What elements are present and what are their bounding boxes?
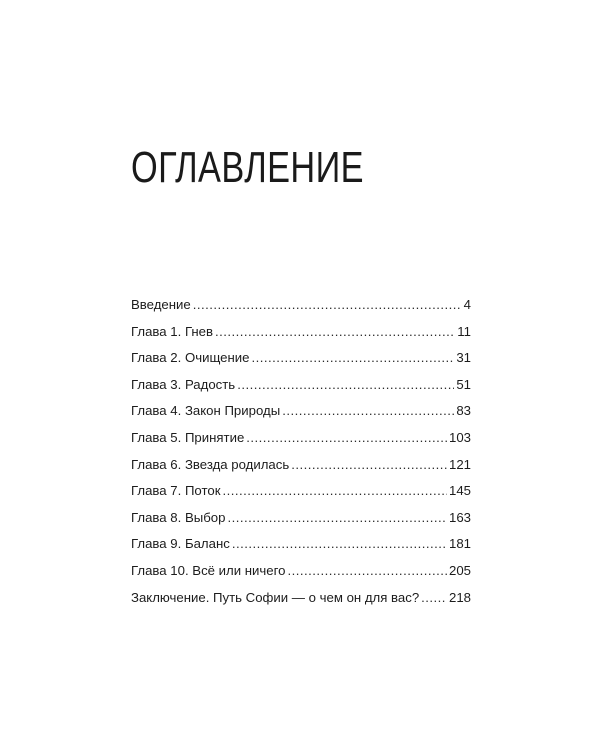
toc-entry[interactable]	[131, 425, 471, 452]
dot-leader	[237, 372, 454, 399]
toc-entry-title: Глава 4. Закон Природы	[131, 403, 281, 419]
toc-entry[interactable]	[131, 345, 471, 372]
toc-entry-page: 181	[448, 536, 471, 552]
toc-entry-page: 4	[463, 297, 471, 312]
toc-entry[interactable]	[131, 319, 471, 346]
dot-leader	[282, 398, 454, 425]
dot-leader	[246, 425, 447, 452]
toc-entry[interactable]	[131, 452, 471, 479]
dot-leader	[291, 452, 447, 479]
toc-entry[interactable]	[131, 558, 471, 585]
toc-entry[interactable]	[131, 531, 471, 558]
toc-entry-title: Глава 10. Всё или ничего	[131, 562, 286, 578]
toc-entry[interactable]	[131, 398, 471, 425]
dot-leader	[215, 319, 455, 346]
toc-entry-title: Глава 5. Принятие	[131, 429, 245, 445]
toc-entry-page: 218	[448, 589, 471, 605]
toc-entry-title: Заключение. Путь Софии — о чем он для вас?	[131, 589, 420, 605]
toc-entry-page: 121	[448, 456, 471, 472]
dot-leader	[232, 531, 447, 558]
toc-entry-page: 103	[448, 429, 471, 445]
toc-entry-page: 51	[456, 376, 471, 392]
table-of-contents	[131, 292, 471, 611]
toc-entry-title: Глава 7. Поток	[131, 483, 221, 499]
dot-leader	[222, 478, 447, 505]
dot-leader	[227, 505, 447, 532]
toc-entry-page: 163	[448, 509, 471, 525]
dot-leader	[287, 558, 447, 585]
toc-entry[interactable]	[131, 372, 471, 399]
toc-entry-title: Введение	[131, 297, 191, 312]
toc-entry[interactable]	[131, 585, 471, 612]
toc-entry-title: Глава 3. Радость	[131, 376, 236, 392]
toc-entry-title: Глава 8. Выбор	[131, 509, 226, 525]
toc-entry-page: 145	[448, 483, 471, 499]
dot-leader	[421, 585, 447, 612]
page-title: ОГЛАВЛЕНИЕ	[131, 143, 364, 192]
toc-entry-page: 11	[457, 323, 471, 339]
dot-leader	[251, 345, 454, 372]
toc-entry[interactable]	[131, 505, 471, 532]
toc-entry-title: Глава 6. Звезда родилась	[131, 456, 290, 472]
dot-leader	[193, 292, 462, 319]
toc-entry[interactable]	[131, 292, 471, 319]
toc-entry-page: 31	[456, 350, 471, 366]
toc-entry-title: Глава 2. Очищение	[131, 350, 250, 366]
toc-entry-page: 83	[456, 403, 471, 419]
toc-entry[interactable]	[131, 478, 471, 505]
toc-entry-title: Глава 1. Гнев	[131, 323, 213, 339]
toc-entry-title: Глава 9. Баланс	[131, 536, 230, 552]
toc-entry-page: 205	[448, 562, 471, 578]
